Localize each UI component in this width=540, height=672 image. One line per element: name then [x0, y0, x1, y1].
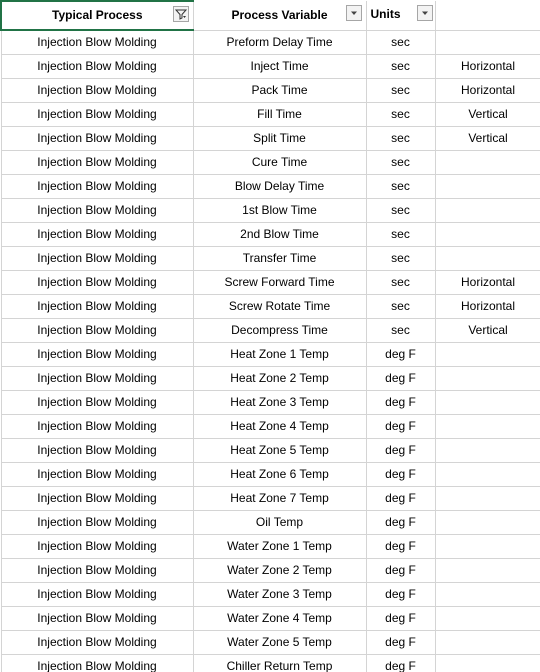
cell-process-variable[interactable]: Inject Time — [193, 55, 366, 79]
cell-typical-process[interactable]: Injection Blow Molding — [1, 367, 193, 391]
dropdown-arrow-icon[interactable] — [346, 5, 362, 21]
cell-process-variable[interactable]: Water Zone 4 Temp — [193, 607, 366, 631]
cell-typical-process[interactable]: Injection Blow Molding — [1, 463, 193, 487]
table-body — [1, 30, 540, 672]
cell-units[interactable]: sec — [366, 151, 435, 175]
table-row — [1, 535, 540, 559]
cell-orientation[interactable] — [435, 343, 540, 367]
cell-orientation[interactable] — [435, 151, 540, 175]
header-typical-process[interactable] — [1, 1, 193, 30]
cell-process-variable[interactable]: 1st Blow Time — [193, 199, 366, 223]
cell-units[interactable]: sec — [366, 103, 435, 127]
cell-units[interactable]: deg F — [366, 439, 435, 463]
cell-units[interactable]: sec — [366, 79, 435, 103]
cell-orientation[interactable] — [435, 607, 540, 631]
table-row — [1, 247, 540, 271]
cell-typical-process[interactable]: Injection Blow Molding — [1, 583, 193, 607]
cell-typical-process[interactable]: Injection Blow Molding — [1, 295, 193, 319]
header-process-variable[interactable] — [193, 1, 366, 30]
table-row — [1, 30, 540, 55]
cell-units[interactable]: sec — [366, 55, 435, 79]
cell-units[interactable]: deg F — [366, 511, 435, 535]
cell-process-variable[interactable]: Blow Delay Time — [193, 175, 366, 199]
cell-units[interactable]: sec — [366, 30, 435, 55]
cell-process-variable[interactable]: Fill Time — [193, 103, 366, 127]
cell-orientation[interactable]: Vertical — [435, 319, 540, 343]
cell-units[interactable]: deg F — [366, 559, 435, 583]
table-row — [1, 55, 540, 79]
cell-units[interactable]: deg F — [366, 415, 435, 439]
table-row — [1, 295, 540, 319]
cell-process-variable[interactable]: Water Zone 5 Temp — [193, 631, 366, 655]
cell-typical-process[interactable]: Injection Blow Molding — [1, 175, 193, 199]
cell-units[interactable]: deg F — [366, 463, 435, 487]
cell-typical-process[interactable]: Injection Blow Molding — [1, 391, 193, 415]
cell-typical-process[interactable]: Injection Blow Molding — [1, 319, 193, 343]
header-empty-cell[interactable] — [435, 1, 540, 30]
cell-units[interactable]: deg F — [366, 391, 435, 415]
cell-typical-process[interactable]: Injection Blow Molding — [1, 631, 193, 655]
cell-orientation[interactable] — [435, 463, 540, 487]
cell-typical-process[interactable]: Injection Blow Molding — [1, 487, 193, 511]
table-row — [1, 439, 540, 463]
cell-typical-process[interactable]: Injection Blow Molding — [1, 511, 193, 535]
table-row — [1, 367, 540, 391]
cell-units[interactable]: sec — [366, 271, 435, 295]
table-row — [1, 175, 540, 199]
cell-units[interactable]: deg F — [366, 487, 435, 511]
cell-process-variable[interactable]: Heat Zone 7 Temp — [193, 487, 366, 511]
cell-units[interactable]: deg F — [366, 631, 435, 655]
cell-process-variable[interactable]: Heat Zone 1 Temp — [193, 343, 366, 367]
header-units[interactable] — [366, 1, 435, 30]
cell-units[interactable]: deg F — [366, 535, 435, 559]
cell-typical-process[interactable]: Injection Blow Molding — [1, 223, 193, 247]
table-row — [1, 223, 540, 247]
cell-typical-process[interactable]: Injection Blow Molding — [1, 247, 193, 271]
table-row — [1, 559, 540, 583]
cell-orientation[interactable]: Horizontal — [435, 295, 540, 319]
cell-orientation[interactable] — [435, 655, 540, 672]
cell-process-variable[interactable]: Pack Time — [193, 79, 366, 103]
cell-process-variable[interactable]: Heat Zone 4 Temp — [193, 415, 366, 439]
cell-units[interactable]: deg F — [366, 607, 435, 631]
cell-process-variable[interactable]: Heat Zone 6 Temp — [193, 463, 366, 487]
cell-units[interactable]: deg F — [366, 343, 435, 367]
table-row — [1, 583, 540, 607]
cell-units[interactable]: sec — [366, 319, 435, 343]
table-row — [1, 343, 540, 367]
cell-orientation[interactable] — [435, 391, 540, 415]
cell-process-variable[interactable]: Decompress Time — [193, 319, 366, 343]
cell-units[interactable]: sec — [366, 127, 435, 151]
cell-typical-process[interactable]: Injection Blow Molding — [1, 343, 193, 367]
cell-typical-process[interactable]: Injection Blow Molding — [1, 199, 193, 223]
table-row — [1, 607, 540, 631]
table-row — [1, 199, 540, 223]
table-row — [1, 271, 540, 295]
cell-orientation[interactable] — [435, 175, 540, 199]
cell-units[interactable]: sec — [366, 247, 435, 271]
table-row — [1, 415, 540, 439]
cell-orientation[interactable]: Horizontal — [435, 55, 540, 79]
filter-active-icon[interactable] — [173, 6, 189, 22]
cell-process-variable[interactable]: Transfer Time — [193, 247, 366, 271]
cell-typical-process[interactable]: Injection Blow Molding — [1, 271, 193, 295]
dropdown-arrow-icon[interactable] — [417, 5, 433, 21]
cell-typical-process[interactable]: Injection Blow Molding — [1, 127, 193, 151]
cell-orientation[interactable] — [435, 367, 540, 391]
header-process-variable-label: Process Variable — [231, 7, 328, 22]
cell-process-variable[interactable]: Oil Temp — [193, 511, 366, 535]
cell-process-variable[interactable]: Heat Zone 2 Temp — [193, 367, 366, 391]
cell-orientation[interactable] — [435, 247, 540, 271]
table-row — [1, 631, 540, 655]
cell-units[interactable]: deg F — [366, 583, 435, 607]
cell-process-variable[interactable]: Split Time — [193, 127, 366, 151]
table-row — [1, 103, 540, 127]
cell-process-variable[interactable]: 2nd Blow Time — [193, 223, 366, 247]
cell-orientation[interactable] — [435, 487, 540, 511]
cell-orientation[interactable] — [435, 223, 540, 247]
header-typical-process-label: Typical Process — [52, 8, 143, 22]
header-units-label: Units — [370, 7, 401, 21]
cell-process-variable[interactable]: Preform Delay Time — [193, 30, 366, 55]
table-row — [1, 151, 540, 175]
cell-process-variable[interactable]: Screw Rotate Time — [193, 295, 366, 319]
cell-units[interactable]: deg F — [366, 367, 435, 391]
table-row — [1, 655, 540, 672]
table-row — [1, 391, 540, 415]
cell-process-variable[interactable]: Heat Zone 3 Temp — [193, 391, 366, 415]
cell-typical-process[interactable]: Injection Blow Molding — [1, 30, 193, 55]
cell-typical-process[interactable]: Injection Blow Molding — [1, 415, 193, 439]
table-row — [1, 511, 540, 535]
cell-orientation[interactable] — [435, 631, 540, 655]
cell-units[interactable]: sec — [366, 175, 435, 199]
cell-process-variable[interactable]: Chiller Return Temp — [193, 655, 366, 672]
cell-process-variable[interactable]: Screw Forward Time — [193, 271, 366, 295]
cell-orientation[interactable] — [435, 30, 540, 55]
table-row — [1, 463, 540, 487]
cell-typical-process[interactable]: Injection Blow Molding — [1, 559, 193, 583]
cell-units[interactable]: sec — [366, 223, 435, 247]
cell-orientation[interactable]: Vertical — [435, 127, 540, 151]
cell-process-variable[interactable]: Water Zone 2 Temp — [193, 559, 366, 583]
header-row — [1, 1, 540, 30]
cell-process-variable[interactable]: Heat Zone 5 Temp — [193, 439, 366, 463]
cell-orientation[interactable]: Horizontal — [435, 79, 540, 103]
cell-typical-process[interactable]: Injection Blow Molding — [1, 79, 193, 103]
cell-process-variable[interactable]: Water Zone 1 Temp — [193, 535, 366, 559]
table-row — [1, 127, 540, 151]
cell-typical-process[interactable]: Injection Blow Molding — [1, 439, 193, 463]
table-row — [1, 319, 540, 343]
cell-orientation[interactable] — [435, 583, 540, 607]
cell-typical-process[interactable]: Injection Blow Molding — [1, 607, 193, 631]
cell-orientation[interactable] — [435, 439, 540, 463]
cell-orientation[interactable]: Horizontal — [435, 271, 540, 295]
cell-units[interactable]: deg F — [366, 655, 435, 672]
table-row — [1, 487, 540, 511]
cell-typical-process[interactable]: Injection Blow Molding — [1, 103, 193, 127]
cell-orientation[interactable] — [435, 511, 540, 535]
cell-typical-process[interactable]: Injection Blow Molding — [1, 55, 193, 79]
cell-typical-process[interactable]: Injection Blow Molding — [1, 535, 193, 559]
table-row — [1, 79, 540, 103]
cell-orientation[interactable] — [435, 199, 540, 223]
cell-process-variable[interactable]: Cure Time — [193, 151, 366, 175]
cell-units[interactable]: sec — [366, 199, 435, 223]
cell-orientation[interactable] — [435, 559, 540, 583]
cell-orientation[interactable] — [435, 415, 540, 439]
cell-typical-process[interactable]: Injection Blow Molding — [1, 655, 193, 672]
cell-orientation[interactable] — [435, 535, 540, 559]
cell-orientation[interactable]: Vertical — [435, 103, 540, 127]
cell-process-variable[interactable]: Water Zone 3 Temp — [193, 583, 366, 607]
cell-typical-process[interactable]: Injection Blow Molding — [1, 151, 193, 175]
cell-units[interactable]: sec — [366, 295, 435, 319]
